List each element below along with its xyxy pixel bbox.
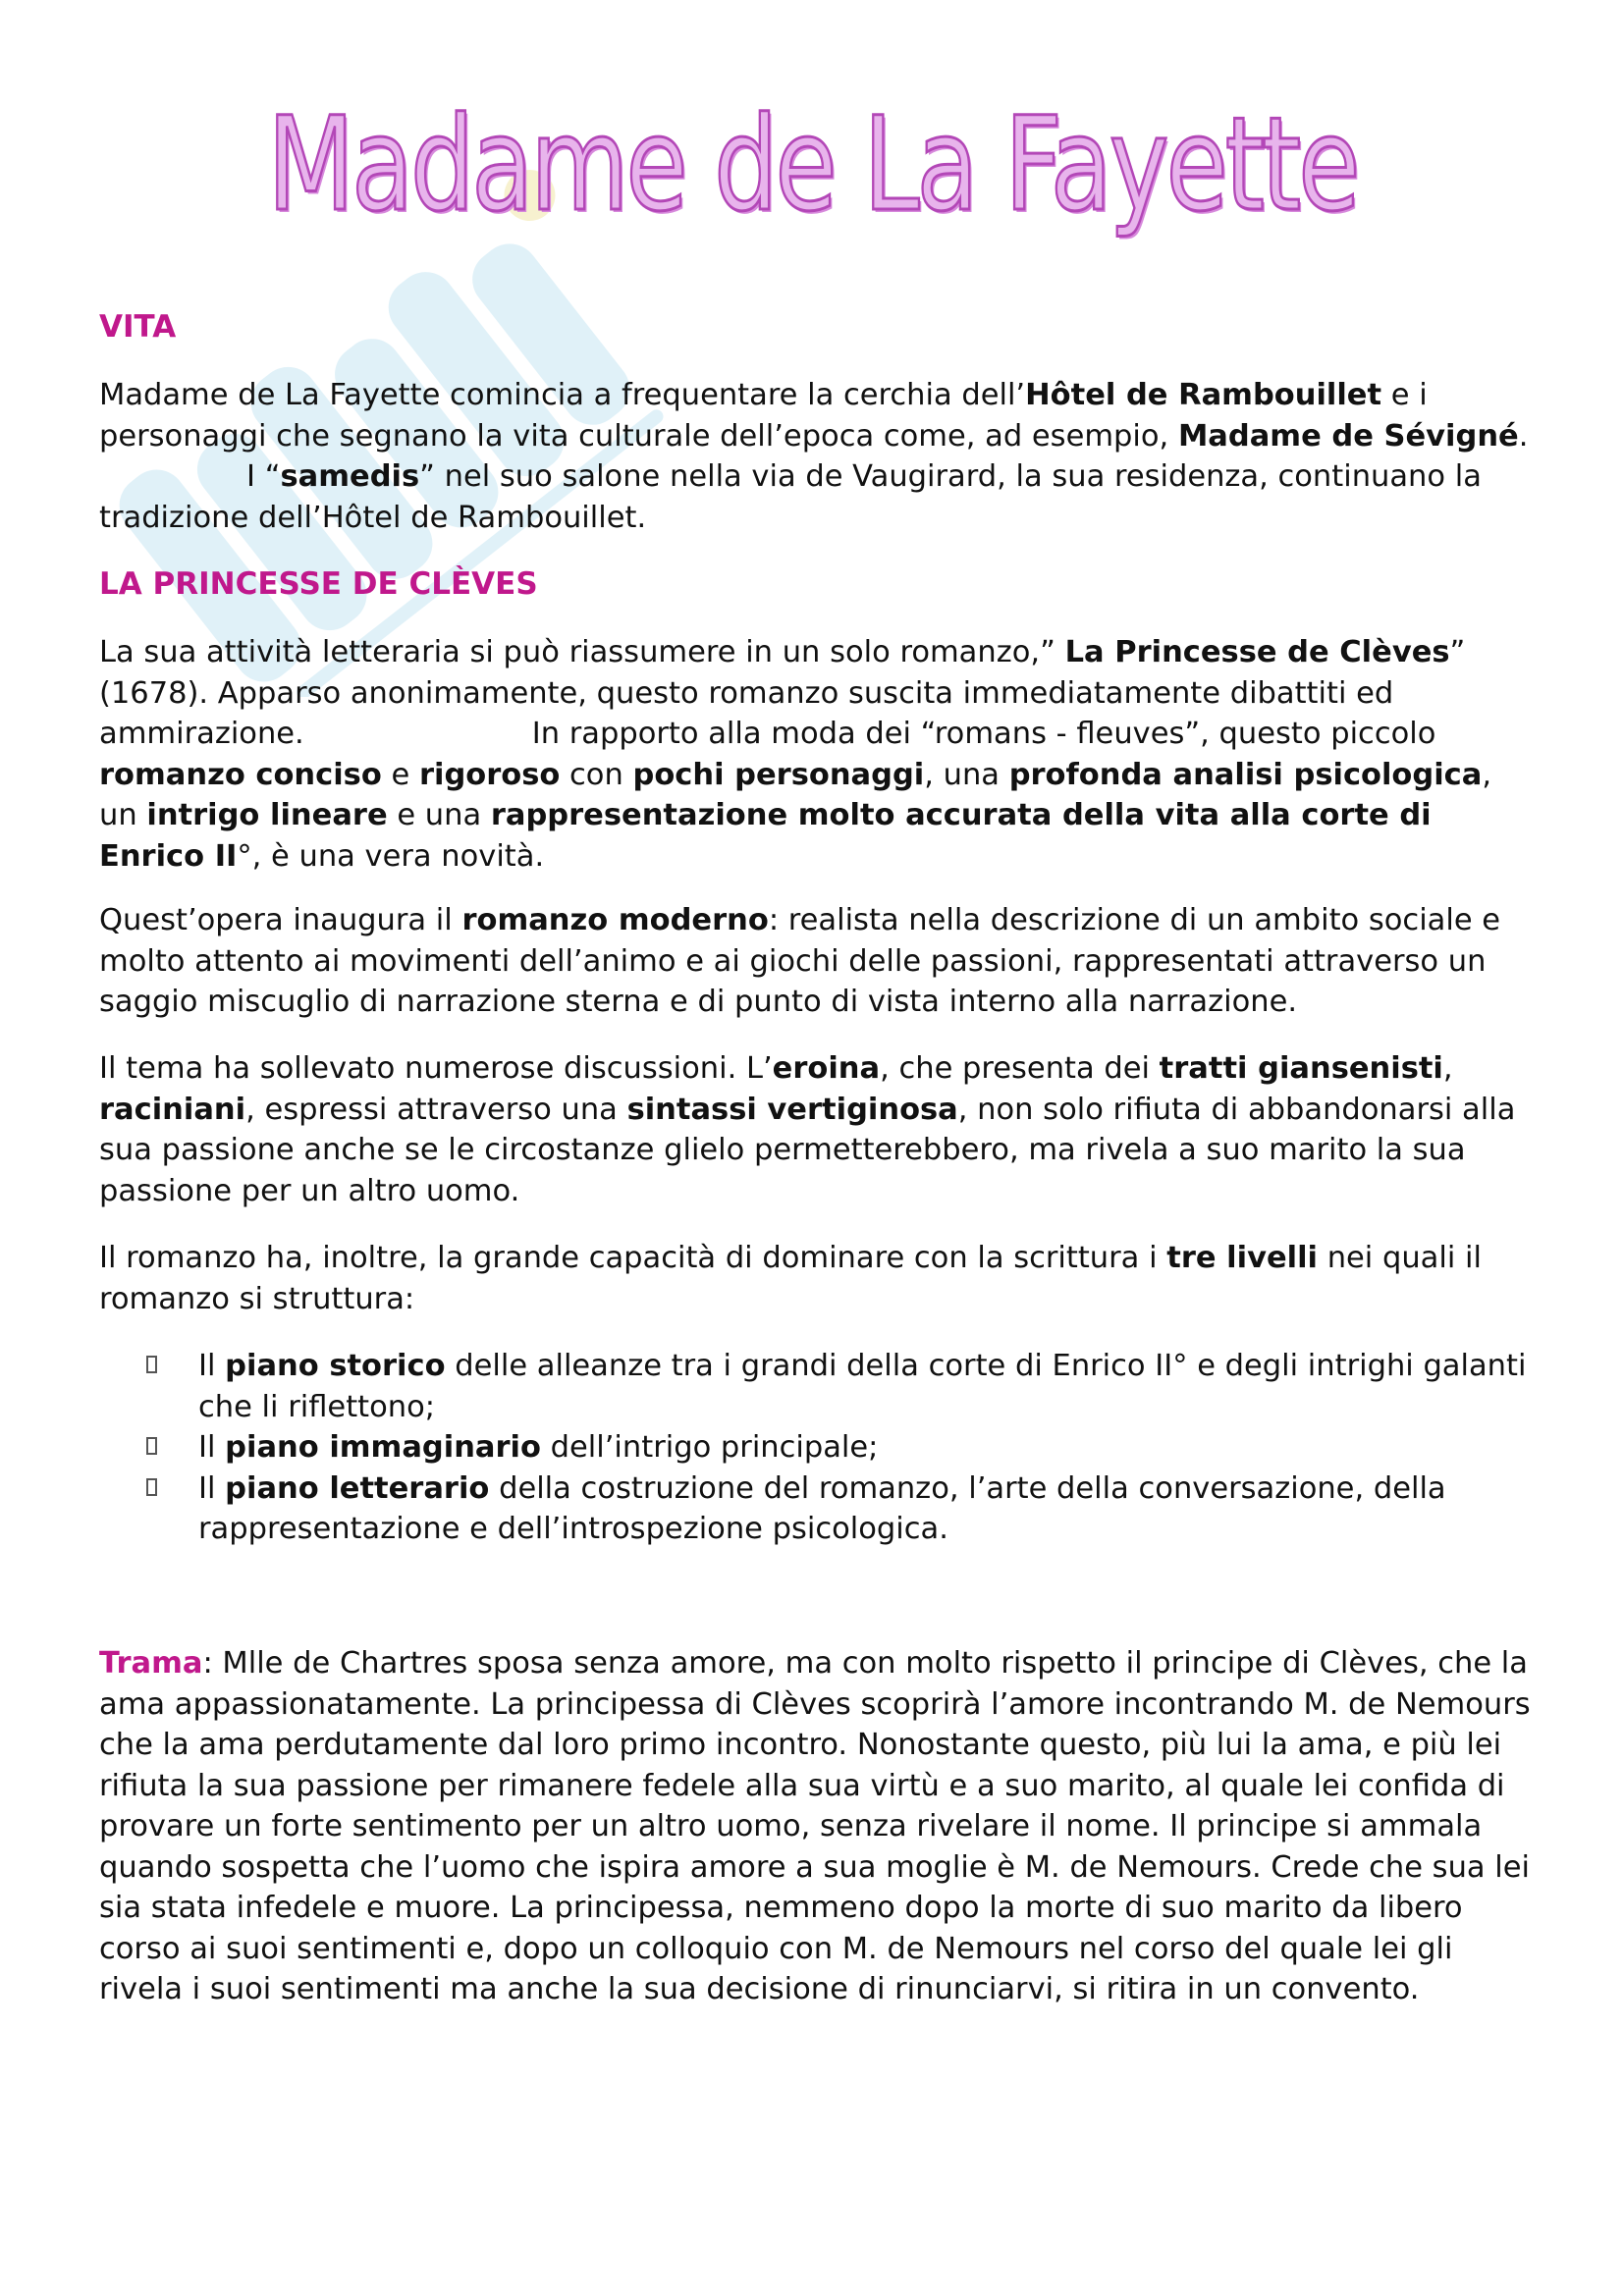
levels-list <box>99 1346 1533 1550</box>
vita-paragraph: Madame de La Fayette comincia a frequentare la cerchia dell’Hôtel de Rambouillet e i personaggi che segnano la vita culturale dell’epoca come, ad esempio, Madame de Sévigné.I “samedis” nel suo salone nella via de Vaugirard, la sua residenza, continuano la tradizione dell’Hôtel de Rambouillet. <box>99 378 1529 535</box>
princesse-paragraph-2: Quest’opera inaugura il romanzo moderno: realista nella descrizione di un ambito sociale e molto attento ai movimenti dell’animo e ai giochi delle passioni, rappresentati attraverso un saggio miscuglio di narrazione sterna e di punto di vista interno alla narrazione. <box>99 903 1501 1019</box>
trama-label: Trama <box>99 1646 203 1681</box>
bullet-icon <box>146 1356 157 1373</box>
bullet-icon <box>146 1437 157 1455</box>
section-heading-vita: VITA <box>99 309 177 345</box>
list-item: Il piano immaginario dell’intrigo principale; <box>99 1427 1533 1468</box>
section-heading-princesse: LA PRINCESSE DE CLÈVES <box>99 566 538 602</box>
bullet-icon <box>146 1478 157 1496</box>
list-item: Il piano letterario della costruzione del romanzo, l’arte della conversazione, della rappresentazione e dell’introspezione psicologica. <box>99 1468 1533 1550</box>
princesse-paragraph-4: Il romanzo ha, inoltre, la grande capacità di dominare con la scrittura i tre livelli nei quali il romanzo si struttura: <box>99 1241 1482 1316</box>
princesse-paragraph-3: Il tema ha sollevato numerose discussioni. L’eroina, che presenta dei tratti giansenisti, raciniani, espressi attraverso una sintassi vertiginosa, non solo rifiuta di abbandonarsi alla sua passione anche se le circostanze glielo permetterebbero, ma rivela a suo marito la sua passione per un altro uomo. <box>99 1051 1516 1208</box>
page-title: Madame de La Fayette <box>267 89 1358 240</box>
list-item: Il piano storico delle alleanze tra i grandi della corte di Enrico II° e degli intrighi galanti che li riflettono; <box>99 1346 1533 1427</box>
trama-paragraph: Trama: Mlle de Chartres sposa senza amore, ma con molto rispetto il principe di Clèves, che la ama appassionatamente. La principessa di Clèves scoprirà l’amore incontrando M. de Nemours che la ama perdutamente dal loro primo incontro. Nonostante questo, più lui la ama, e più lei rifiuta la sua passione per rimanere fedele alla sua virtù e a suo marito, al quale lei confida di provare un forte sentimento per un altro uomo, senza rivelare il nome. Il principe si ammala quando sospetta che l’uomo che ispira amore a sua moglie è M. de Nemours. Crede che sua lei sia stata infedele e muore. La principessa, nemmeno dopo la morte di suo marito da libero corso ai suoi sentimenti e, dopo un colloquio con M. de Nemours nel corso del quale lei gli rivela i suoi sentimenti ma anche la sua decisione di rinunciarvi, si ritira in un convento. <box>99 1646 1531 2006</box>
princesse-paragraph-1: La sua attività letteraria si può riassumere in un solo romanzo,” La Princesse de Clèves” (1678). Apparso anonimamente, questo romanzo suscita immediatamente dibattiti ed ammirazione. In rapporto alla moda dei “romans - fleuves”, questo piccolo romanzo conciso e rigoroso con pochi personaggi, una profonda analisi psicologica, un intrigo lineare e una rappresentazione molto accurata della vita alla corte di Enrico II°, è una vera novità. <box>99 635 1492 874</box>
